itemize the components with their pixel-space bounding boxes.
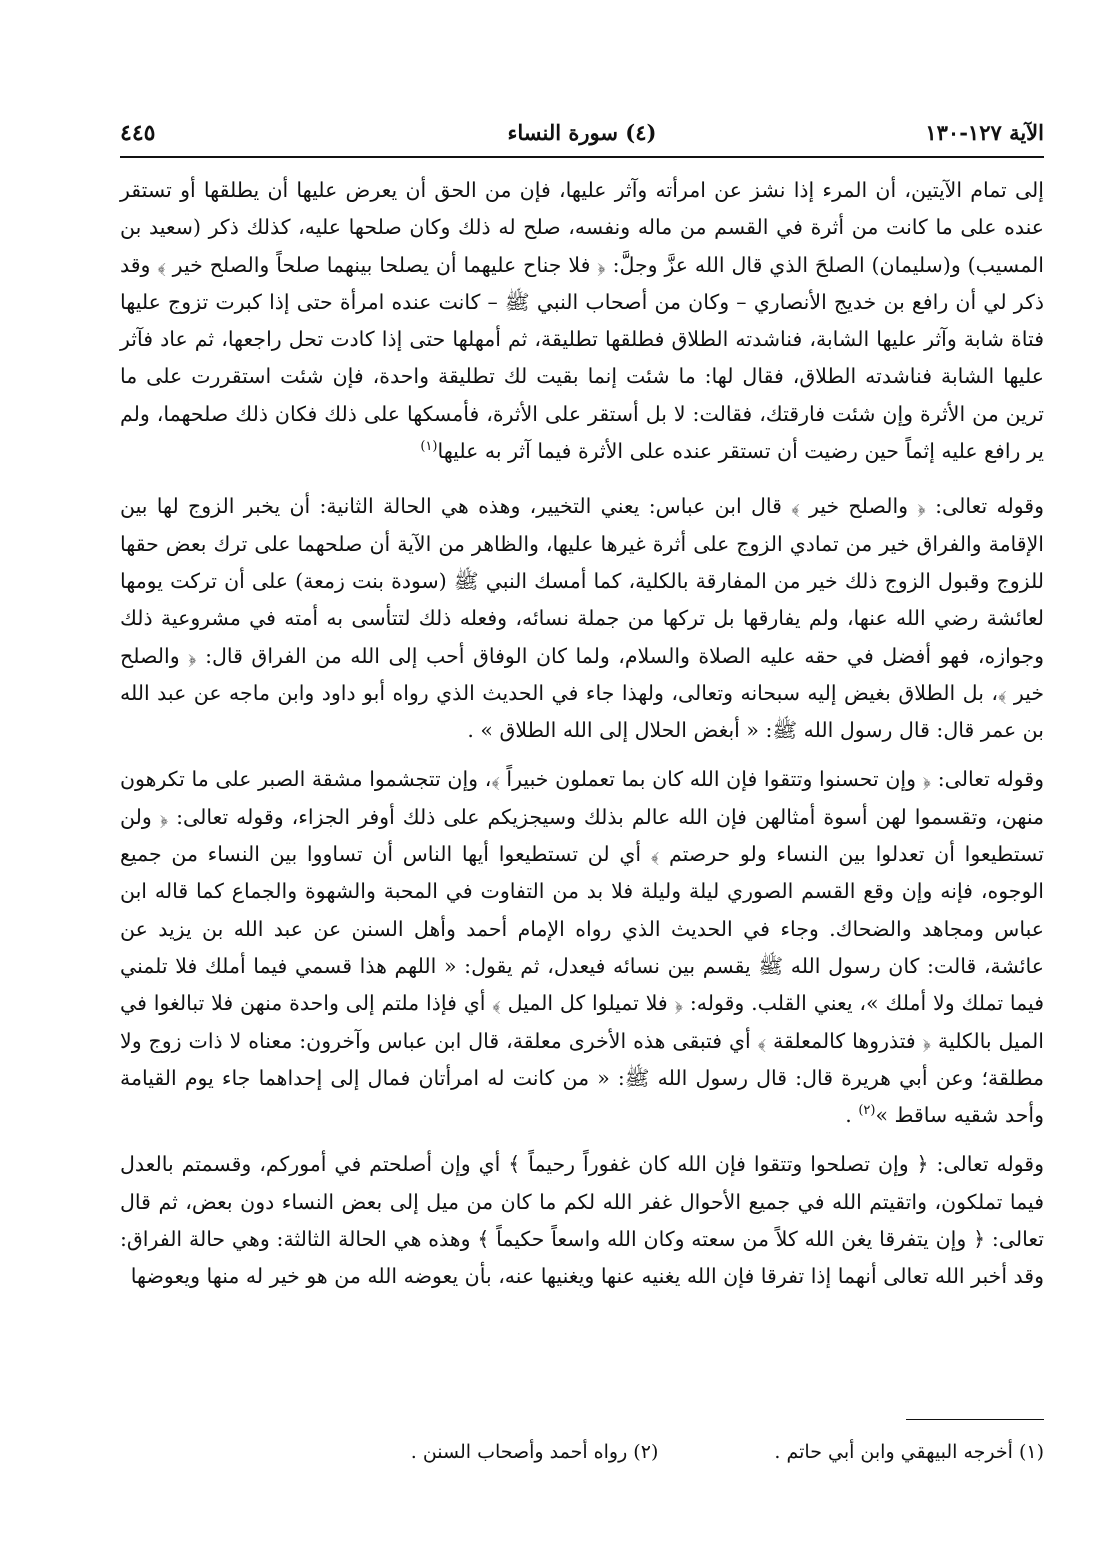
paragraph-2: وقوله تعالى: ﴿ والصلح خير ﴾ قال ابن عباس: يعني التخيير، وهذه هي الحالة الثانية: أن يخبر الزوج لها بين الإقامة والفراق خير من تمادي الزوج على أثرة غيرها عليها، والظاهر من الآية أن صلحهما على ترك بعض حقها للزوج وقبول الزوج ذلك خير من المفارقة بالكلية، كما أمسك النبي ﷺ (سودة بنت زمعة) على أن تركت يومها لعائشة رضي الله عنها، ولم يفارقها بل تركها من جملة نسائه، وفعله ذلك لتتأسى به أمته في مشروعية ذلك وجوازه، فهو أفضل في حقه عليه الصلاة والسلام، ولما كان الوفاق أحب إلى الله من الفراق قال: ﴿ والصلح خير ﴾، بل الطلاق بغيض إليه سبحانه وتعالى، ولهذا جاء في الحديث الذي رواه أبو داود وابن ماجه عن عبد الله بن عمر قال: قال رسول الله ﷺ: « أبغض الحلال إلى الله الطلاق » . (120, 494, 1044, 743)
page-header (120, 112, 1044, 158)
sentence-end: . (845, 1103, 859, 1128)
verse-range: الآية ١٢٧-١٣٠ (925, 120, 1044, 145)
paragraph-3-text: وقوله تعالى: ﴿ وإن تحسنوا وتتقوا فإن الله كان بما تعملون خبيراً ﴾، وإن تتجشموا مشقة الصبر على ما تكرهون منهن، وتقسموا لهن أسوة أمثالهن فإن الله عالم بذلك وسيجزيكم على ذلك أوفر الجزاء، وقوله تعالى: ﴿ ولن تستطيعوا أن تعدلوا بين النساء ولو حرصتم ﴾ أي لن تستطيعوا أيها الناس أن تساووا بين النساء من جميع الوجوه، فإنه وإن وقع القسم الصوري ليلة وليلة فلا بد من التفاوت في المحبة والشهوة والجماع كما قاله ابن عباس ومجاهد والضحاك. وجاء في الحديث الذي رواه الإمام أحمد وأهل السنن عن عبد الله بن يزيد عن عائشة، قالت: كان رسول الله ﷺ يقسم بين نسائه فيعدل، ثم يقول: « اللهم هذا قسمي فيما أملك فلا تلمني فيما تملك ولا أملك »، يعني القلب. وقوله: ﴿ فلا تميلوا كل الميل ﴾ أي فإذا ملتم إلى واحدة منهن فلا تبالغوا في الميل بالكلية ﴿ فتذروها كالمعلقة ﴾ أي فتبقى هذه الأخرى معلقة، قال ابن عباس وآخرون: معناه لا ذات زوج ولا مطلقة؛ وعن أبي هريرة قال: قال رسول الله ﷺ: « من كانت له امرأتان فمال إلى إحداهما جاء يوم القيامة وأحد شقيه ساقط » (120, 767, 1044, 1128)
page-body (120, 172, 1044, 1296)
paragraph-1-text: إلى تمام الآيتين، أن المرء إذا نشز عن امرأته وآثر عليها، فإن من الحق أن يعرض عليها أن يطلقها أو تستقر عنده على ما كانت من أثرة في القسم من ماله ونفسه، صلح له ذلك وكان صلحها عليه، كذلك ذكر (سعيد بن المسيب) و(سليمان) الصلحَ الذي قال الله عزَّ وجلَّ: ﴿ فلا جناح عليهما أن يصلحا بينهما صلحاً والصلح خير ﴾ وقد ذكر لي أن رافع بن خديج الأنصاري – وكان من أصحاب النبي ﷺ – كانت عنده امرأة حتى إذا كبرت تزوج عليها فتاة شابة وآثر عليها الشابة، فناشدته الطلاق فطلقها تطليقة، ثم أمهلها حتى إذا كادت تحل راجعها، ثم عاد فآثر عليها الشابة فناشدته الطلاق، فقال لها: ما شئت إنما بقيت لك تطليقة واحدة، فإن شئت استقررت على ما ترين من الأثرة وإن شئت فارقتك، فقالت: لا بل أستقر على الأثرة، فأمسكها على ذلك فكان ذلك صلحهما، ولم ير رافع عليه إثماً حين رضيت أن تستقر عنده على الأثرة فيما آثر به عليها (120, 178, 1044, 464)
surah-title: (٤) سورة النساء (507, 120, 657, 145)
footnote-ref-2: (٢) (858, 1103, 876, 1119)
paragraph-1 (120, 172, 1044, 470)
paragraph-3 (120, 761, 1044, 1134)
footnote-ref-1: (١) (420, 439, 438, 455)
footnote-2: (٢) رواه أحمد وأصحاب السنن . (410, 1441, 659, 1463)
footnote-1: (١) أخرجه البيهقي وابن أبي حاتم . (774, 1441, 1044, 1463)
footnote-divider (906, 1419, 1044, 1420)
page-number: ٤٤٥ (120, 120, 156, 146)
paragraph-4: وقوله تعالى: ﴿ وإن تصلحوا وتتقوا فإن الله كان غفوراً رحيماً ﴾ أي وإن أصلحتم في أموركم، وقسمتم بالعدل فيما تملكون، واتقيتم الله في جميع الأحوال غفر الله لكم ما كان من ميل إلى بعض النساء دون بعض، ثم قال تعالى: ﴿ وإن يتفرقا يغن الله كلاً من سعته وكان الله واسعاً حكيماً ﴾ وهذه هي الحالة الثالثة: وهي حالة الفراق: وقد أخبر الله تعالى أنهما إذا تفرقا فإن الله يغنيه عنها ويغنيها عنه، بأن يعوضه الله من هو خير له منها ويعوضها (120, 1152, 1044, 1289)
footnotes (120, 1438, 1044, 1466)
